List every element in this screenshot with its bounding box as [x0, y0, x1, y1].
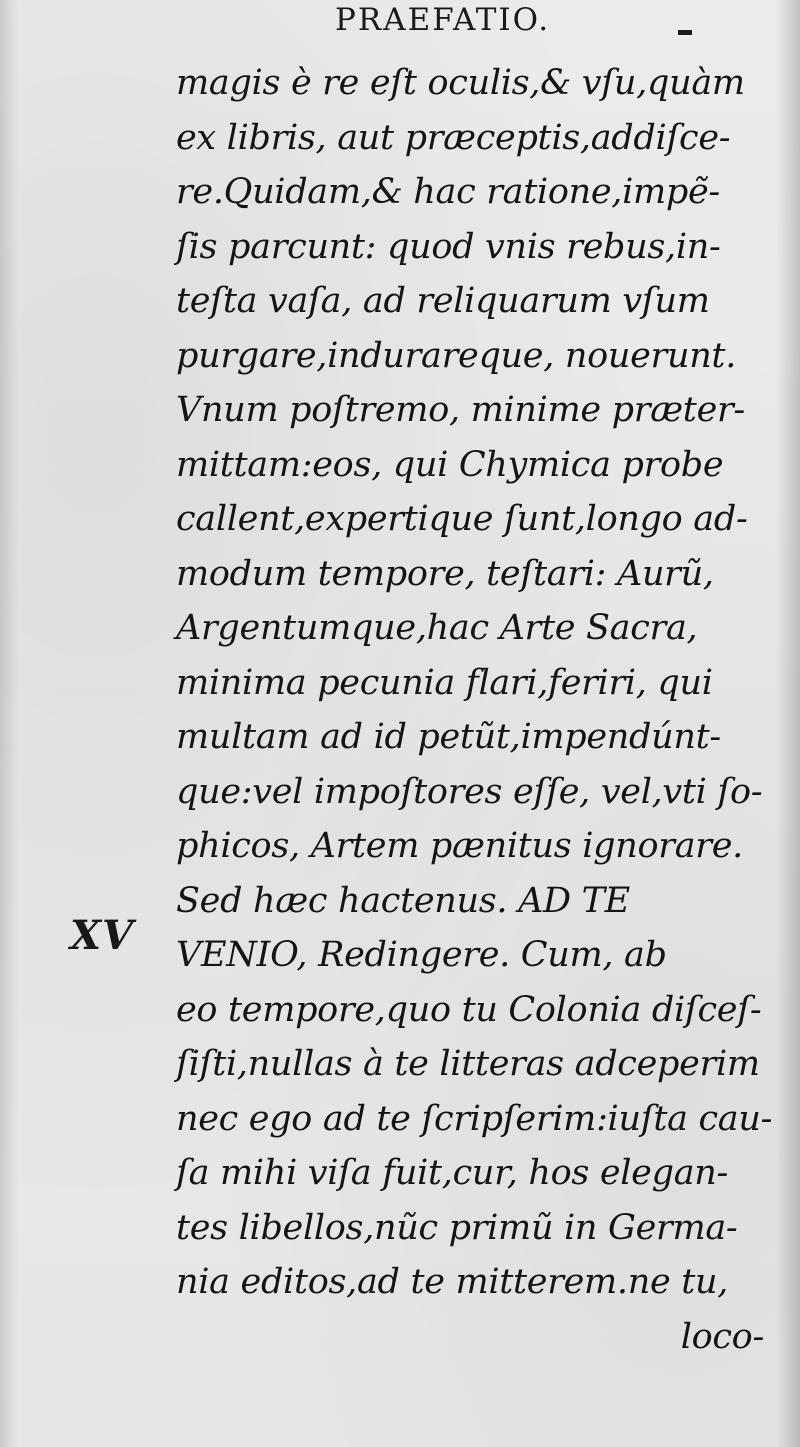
gutter-shadow [0, 0, 18, 1447]
marginal-section-number: XV [70, 912, 135, 959]
text-line: re.Quidam,& hac ratione,impẽ- [176, 172, 720, 212]
text-line: ex libris, aut præceptis,addiſce- [176, 117, 731, 158]
text-line: modum tempore, teſtari: Aurũ, [176, 553, 714, 594]
text-line: minima pecunia flari,feriri, qui [176, 662, 713, 703]
text-line: phicos, Artem pænitus ignorare. [176, 826, 743, 866]
text-line: Vnum poſtremo, minime præter- [176, 390, 745, 430]
text-line: nia editos,ad te mitterem.ne tu, [176, 1262, 729, 1302]
text-line: magis è re eſt oculis,& vſu,quàm [176, 63, 745, 103]
text-line: nec ego ad te ſcripſerim:iuſta cau- [176, 1098, 773, 1139]
text-line: purgare,indurareque, nouerunt. [176, 335, 737, 376]
text-line: mittam:eos, qui Chymica probe [176, 444, 724, 485]
text-line: teſta vaſa, ad reliquarum vſum [176, 281, 710, 321]
text-line: Argentumque,hac Arte Sacra, [176, 608, 698, 648]
text-line: ſiſti,nullas à te litteras adceperim [176, 1044, 760, 1084]
text-line: callent,expertique ſunt,longo ad- [176, 499, 748, 539]
text-line: tes libellos,nũc primũ in Germa- [176, 1207, 738, 1248]
page-edge-shadow [776, 0, 800, 1447]
text-line: VENIO, Redingere. Cum, ab [176, 935, 667, 975]
text-line: Sed hæc hactenus. AD TE [176, 880, 630, 921]
header-mark [678, 30, 692, 35]
catchword: loco- [680, 1316, 764, 1357]
running-title: PRAEFATIO. [335, 2, 551, 38]
text-line: multam ad id petũt,impendúnt- [176, 717, 721, 757]
text-line: ſa mihi viſa fuit,cur, hos elegan- [176, 1153, 729, 1193]
text-line: eo tempore,quo tu Colonia diſceſ- [176, 989, 762, 1030]
text-line: que:vel impoſtores eſſe, vel,vti ſo- [176, 771, 763, 812]
text-line: ſis parcunt: quod vnis rebus,in- [176, 226, 721, 267]
body-text [176, 56, 774, 1364]
